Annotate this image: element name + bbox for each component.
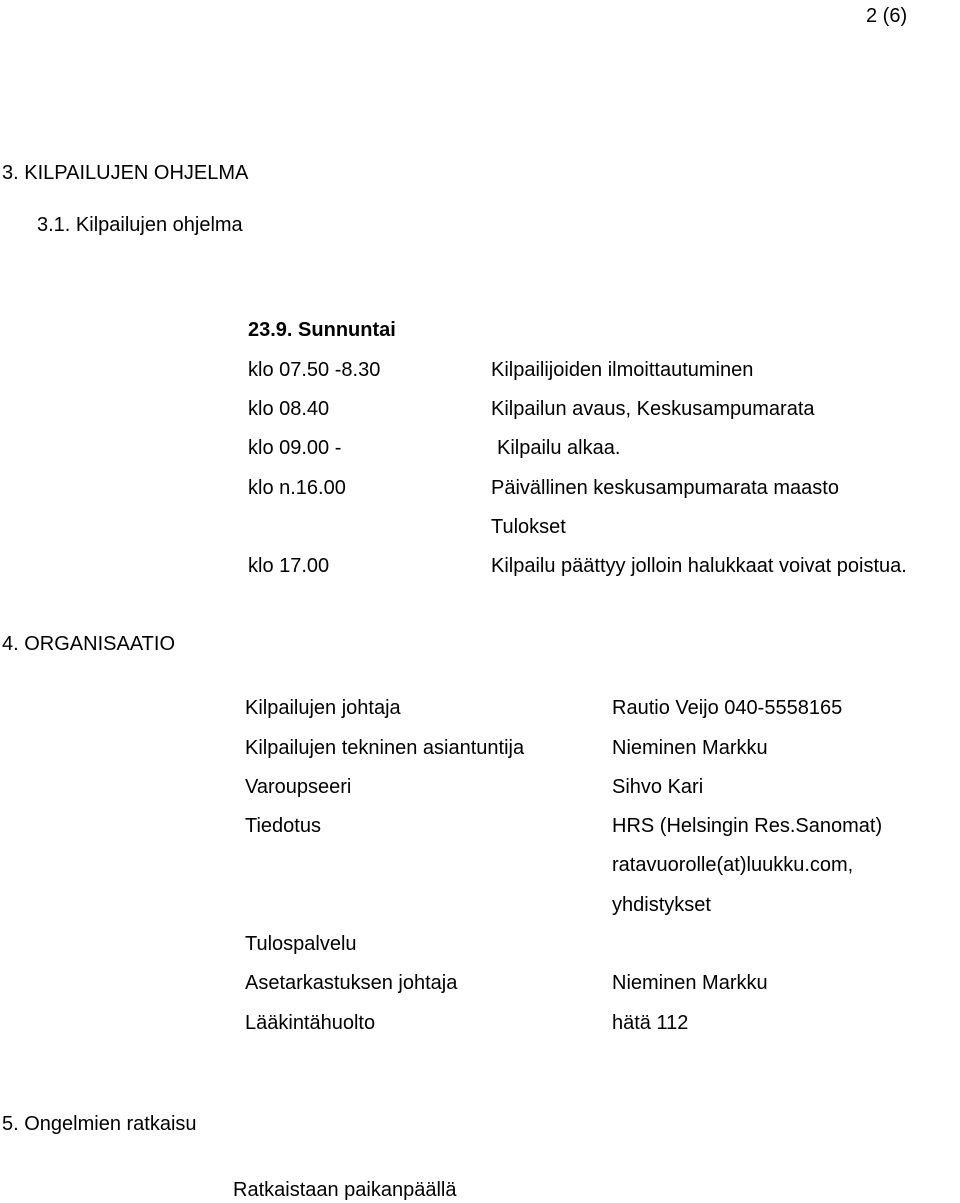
- schedule-time: klo 08.40: [248, 398, 330, 420]
- section-4-heading: 4. ORGANISAATIO: [2, 633, 175, 655]
- schedule-time: klo n.16.00: [248, 477, 346, 499]
- page-number: 2 (6): [866, 5, 908, 27]
- role-label: Asetarkastuksen johtaja: [245, 972, 458, 994]
- role-person: Nieminen Markku: [612, 737, 768, 759]
- schedule-event: Kilpailu päättyy jolloin halukkaat voivat poistua.: [491, 555, 907, 577]
- schedule-event: Kilpailun avaus, Keskusampumarata: [491, 398, 815, 420]
- schedule-time: klo 09.00 -: [248, 437, 342, 459]
- schedule-event: Kilpailu alkaa.: [497, 437, 621, 459]
- role-person: Rautio Veijo 040-5558165: [612, 697, 843, 719]
- role-label: Kilpailujen tekninen asiantuntija: [245, 737, 525, 759]
- schedule-time: klo 17.00: [248, 555, 330, 577]
- role-person: Sihvo Kari: [612, 776, 704, 798]
- schedule-time: klo 07.50 -8.30: [248, 359, 381, 381]
- role-label: Tulospalvelu: [245, 933, 357, 955]
- role-person: Nieminen Markku: [612, 972, 768, 994]
- section-3-1-subheading: 3.1. Kilpailujen ohjelma: [37, 214, 243, 236]
- role-label: Kilpailujen johtaja: [245, 697, 401, 719]
- role-person: hätä 112: [612, 1012, 689, 1034]
- role-person: ratavuorolle(at)luukku.com,: [612, 854, 854, 876]
- role-person: yhdistykset: [612, 894, 711, 916]
- section-5-heading: 5. Ongelmien ratkaisu: [2, 1113, 197, 1135]
- day-title: 23.9. Sunnuntai: [248, 319, 396, 341]
- section-5-body: Ratkaistaan paikanpäällä: [233, 1179, 457, 1201]
- section-3-heading: 3. KILPAILUJEN OHJELMA: [2, 162, 249, 184]
- role-label: Varoupseeri: [245, 776, 352, 798]
- role-person: HRS (Helsingin Res.Sanomat): [612, 815, 883, 837]
- schedule-event: Tulokset: [491, 516, 566, 538]
- role-label: Tiedotus: [245, 815, 321, 837]
- schedule-event: Päivällinen keskusampumarata maasto: [491, 477, 839, 499]
- schedule-event: Kilpailijoiden ilmoittautuminen: [491, 359, 754, 381]
- role-label: Lääkintähuolto: [245, 1012, 376, 1034]
